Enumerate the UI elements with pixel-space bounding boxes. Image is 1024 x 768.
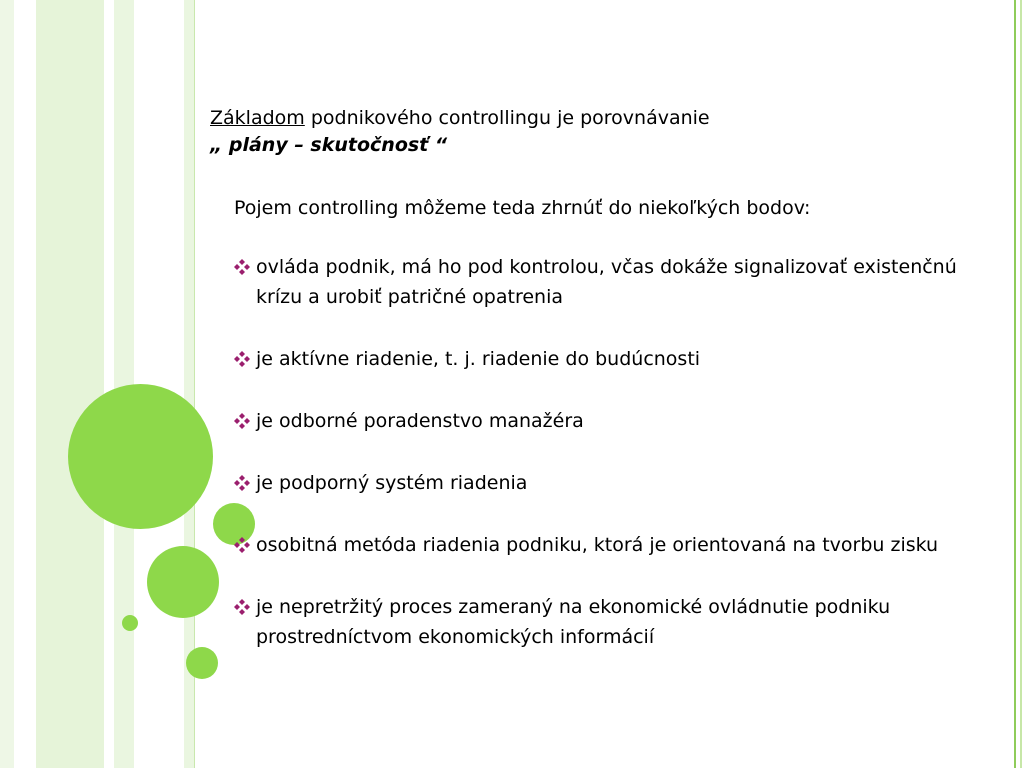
list-item [234, 468, 1000, 498]
diamond-bullet-icon [234, 537, 250, 553]
diamond-bullet-icon [234, 351, 250, 367]
list-item [234, 592, 1000, 652]
decorative-circle-medium [147, 546, 219, 618]
list-item [234, 252, 1000, 312]
intro-underlined-word: Základom [210, 107, 305, 129]
diamond-bullet-icon [234, 475, 250, 491]
list-item [234, 344, 1000, 374]
list-item-text: je odborné poradenstvo manažéra [256, 410, 584, 432]
list-item-text: je podporný systém riadenia [256, 472, 528, 494]
background-stripe [104, 0, 114, 768]
list-item-text: je nepretržitý proces zameraný na ekonomické ovládnutie podniku prostredníctvom ekonomických informácií [256, 596, 891, 648]
list-item-text: osobitná metóda riadenia podniku, ktorá je orientovaná na tvorbu zisku [256, 534, 939, 556]
intro-line [210, 104, 1000, 132]
diamond-bullet-icon [234, 413, 250, 429]
list-item [234, 530, 1000, 560]
intro-emphasis: „ plány – skutočnosť “ [210, 134, 448, 156]
bullet-list [234, 252, 1000, 652]
intro-text: podnikového controllingu je porovnávanie [304, 107, 710, 129]
list-item-text: je aktívne riadenie, t. j. riadenie do budúcnosti [256, 348, 701, 370]
slide-content [210, 104, 1000, 684]
background-stripe [14, 0, 36, 768]
lead-text: Pojem controlling môžeme teda zhrnúť do niekoľkých bodov: [234, 197, 811, 219]
decorative-circle-large [68, 384, 213, 529]
list-item [234, 406, 1000, 436]
diamond-bullet-icon [234, 259, 250, 275]
background-stripe [0, 0, 14, 768]
list-item-text: ovláda podnik, má ho pod kontrolou, včas dokáže signalizovať existenčnú krízu a urobiť patričné opatrenia [256, 256, 957, 308]
background-stripe [36, 0, 104, 768]
divider-line [1020, 0, 1022, 768]
diamond-bullet-icon [234, 599, 250, 615]
decorative-circle-tiny [122, 615, 138, 631]
